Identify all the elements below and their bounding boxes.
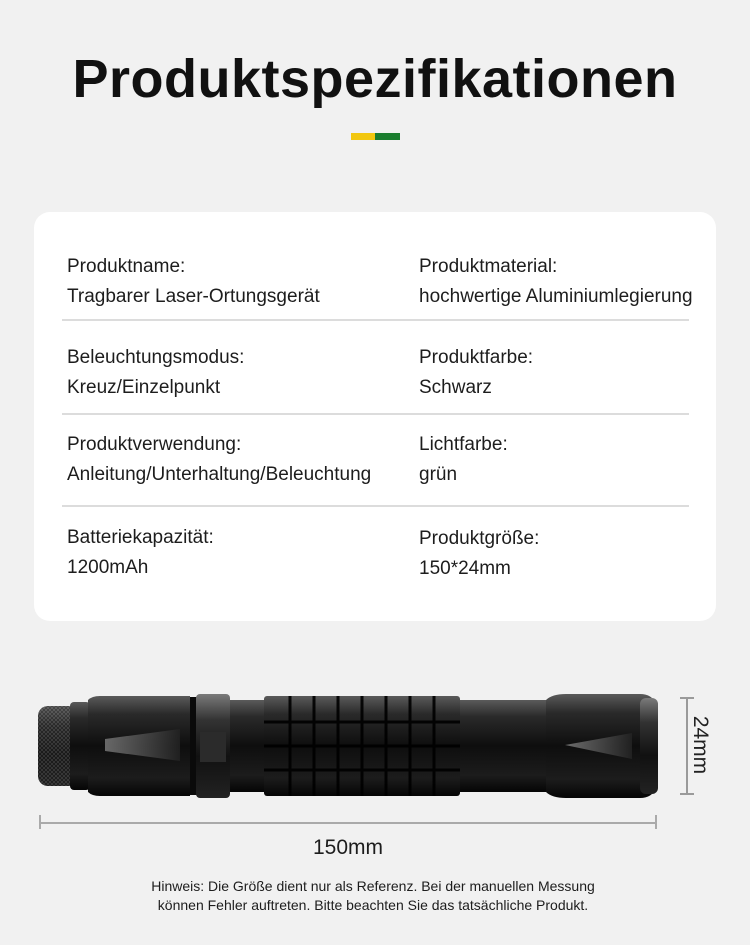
spec-label: Produktname: [67,256,186,277]
spec-label: Produktmaterial: [419,256,558,277]
note-line-2: können Fehler auftreten. Bitte beachten Sie das tatsächliche Produkt. [157,897,589,913]
row-divider [62,319,689,321]
spec-label: Lichtfarbe: [419,434,508,455]
diameter-label: 24mm [689,715,712,775]
spec-product-name [67,252,320,312]
spec-value: Schwarz [419,377,492,398]
length-dimension-line [40,822,656,824]
row-divider [62,505,689,507]
spec-product-color [419,343,533,403]
spec-label: Beleuchtungsmodus: [67,347,245,368]
spec-value: 1200mAh [67,557,149,578]
spec-label: Produktfarbe: [419,347,534,368]
spec-value: Tragbarer Laser-Ortungsgerät [67,286,320,307]
diameter-dimension-cap [680,793,694,795]
spec-value: Kreuz/Einzelpunkt [67,377,221,398]
title-accent-bar [351,133,400,140]
spec-lighting-mode [67,343,244,403]
rear-body [88,694,266,798]
spec-label: Batteriekapazität: [67,527,214,548]
page-title: Produktspezifikationen [72,49,678,109]
spec-label: Produktverwendung: [67,434,242,455]
length-dimension-cap [655,815,657,829]
laser-flashlight-image [0,685,750,805]
length-dimension-cap [39,815,41,829]
spec-value: Anleitung/Unterhaltung/Beleuchtung [67,464,372,485]
accent-yellow [351,133,375,140]
spec-card [34,212,716,621]
grid-body [264,696,460,796]
spec-value: hochwertige Aluminiumlegierung [419,286,693,307]
accent-green [375,133,400,140]
diameter-dimension-cap [680,697,694,699]
row-divider [62,413,689,415]
spec-value: grün [419,464,458,485]
spec-label: Produktgröße: [419,528,540,549]
front-body [460,694,658,798]
disclaimer-note [0,877,746,915]
tail-cap [38,702,90,790]
spec-light-color [419,430,508,490]
note-line-1: Hinweis: Die Größe dient nur als Referenz. Bei der manuellen Messung [151,878,595,894]
spec-product-material [419,252,693,312]
spec-product-size [419,524,539,584]
length-label: 150mm [312,836,384,859]
spec-value: 150*24mm [419,558,511,579]
spec-battery-capacity [67,523,214,583]
spec-product-usage [67,430,371,490]
